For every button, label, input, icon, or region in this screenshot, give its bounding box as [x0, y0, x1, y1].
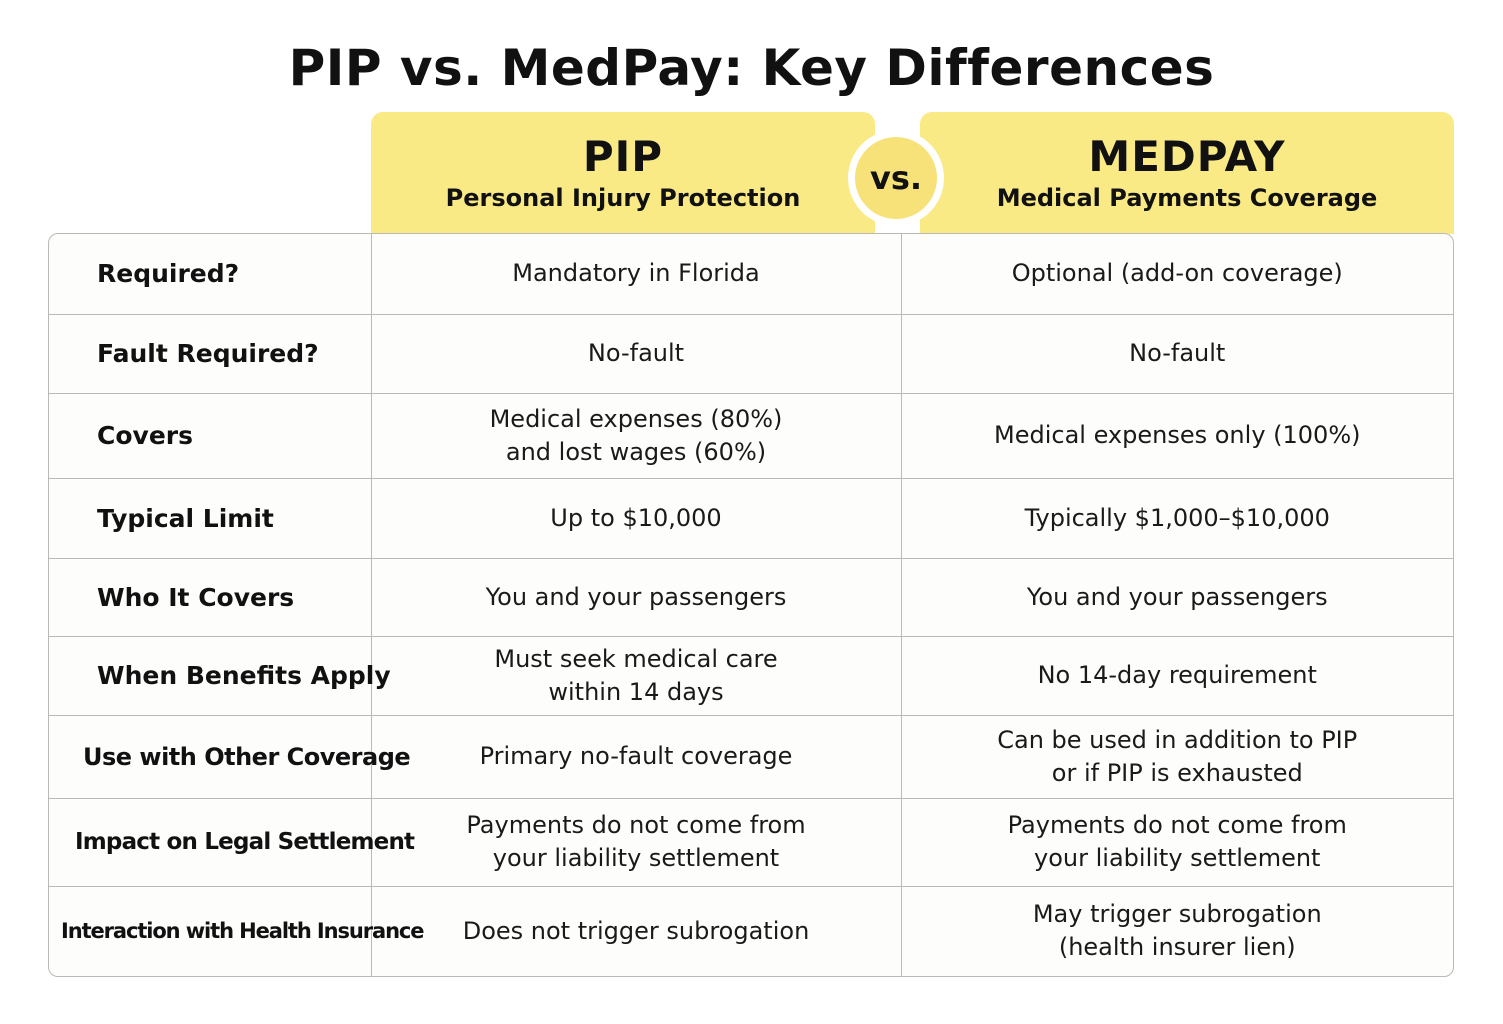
- medpay-cell: No-fault: [901, 314, 1453, 393]
- pip-column-header: [371, 112, 875, 234]
- pip-cell: Up to $10,000: [371, 478, 901, 558]
- table-row: [49, 234, 1453, 314]
- comparison-table-container: [48, 233, 1454, 977]
- pip-cell: You and your passengers: [371, 558, 901, 636]
- medpay-column-header: [920, 112, 1454, 234]
- medpay-cell: You and your passengers: [901, 558, 1453, 636]
- medpay-header-name: MEDPAY: [1088, 132, 1286, 181]
- row-label: Covers: [49, 393, 371, 478]
- row-label: Use with Other Coverage: [49, 715, 371, 798]
- pip-header-name: PIP: [582, 132, 664, 181]
- table-row: [49, 715, 1453, 798]
- page-title: PIP vs. MedPay: Key Differences: [288, 39, 1215, 97]
- row-label: Interaction with Health Insurance: [49, 886, 371, 976]
- medpay-cell: Medical expenses only (100%): [901, 393, 1453, 478]
- pip-cell: Must seek medical care within 14 days: [371, 636, 901, 715]
- table-row: [49, 478, 1453, 558]
- medpay-cell: Payments do not come from your liability settlement: [901, 798, 1453, 886]
- table-row: [49, 636, 1453, 715]
- medpay-cell: Optional (add-on coverage): [901, 234, 1453, 314]
- comparison-table: [49, 234, 1453, 976]
- pip-cell: Mandatory in Florida: [371, 234, 901, 314]
- medpay-cell: Can be used in addition to PIP or if PIP is exhausted: [901, 715, 1453, 798]
- row-label: Who It Covers: [49, 558, 371, 636]
- table-row: [49, 558, 1453, 636]
- row-label: Typical Limit: [49, 478, 371, 558]
- pip-cell: Primary no-fault coverage: [371, 715, 901, 798]
- vs-badge: [848, 130, 944, 226]
- row-label: When Benefits Apply: [49, 636, 371, 715]
- pip-cell: Payments do not come from your liability settlement: [371, 798, 901, 886]
- table-row: [49, 314, 1453, 393]
- pip-header-subtitle: Personal Injury Protection: [445, 184, 801, 212]
- row-label: Fault Required?: [49, 314, 371, 393]
- table-row: [49, 886, 1453, 976]
- table-row: [49, 393, 1453, 478]
- pip-cell: No-fault: [371, 314, 901, 393]
- medpay-cell: No 14-day requirement: [901, 636, 1453, 715]
- comparison-table-body: [49, 234, 1453, 976]
- pip-cell: Does not trigger subrogation: [371, 886, 901, 976]
- pip-cell: Medical expenses (80%) and lost wages (60%): [371, 393, 901, 478]
- row-label: Impact on Legal Settlement: [49, 798, 371, 886]
- medpay-cell: May trigger subrogation (health insurer lien): [1032, 900, 1322, 962]
- medpay-header-subtitle: Medical Payments Coverage: [996, 184, 1378, 212]
- table-row: [49, 798, 1453, 886]
- row-label: Required?: [49, 234, 371, 314]
- medpay-cell: Typically $1,000–$10,000: [901, 478, 1453, 558]
- vs-label: vs.: [855, 137, 937, 219]
